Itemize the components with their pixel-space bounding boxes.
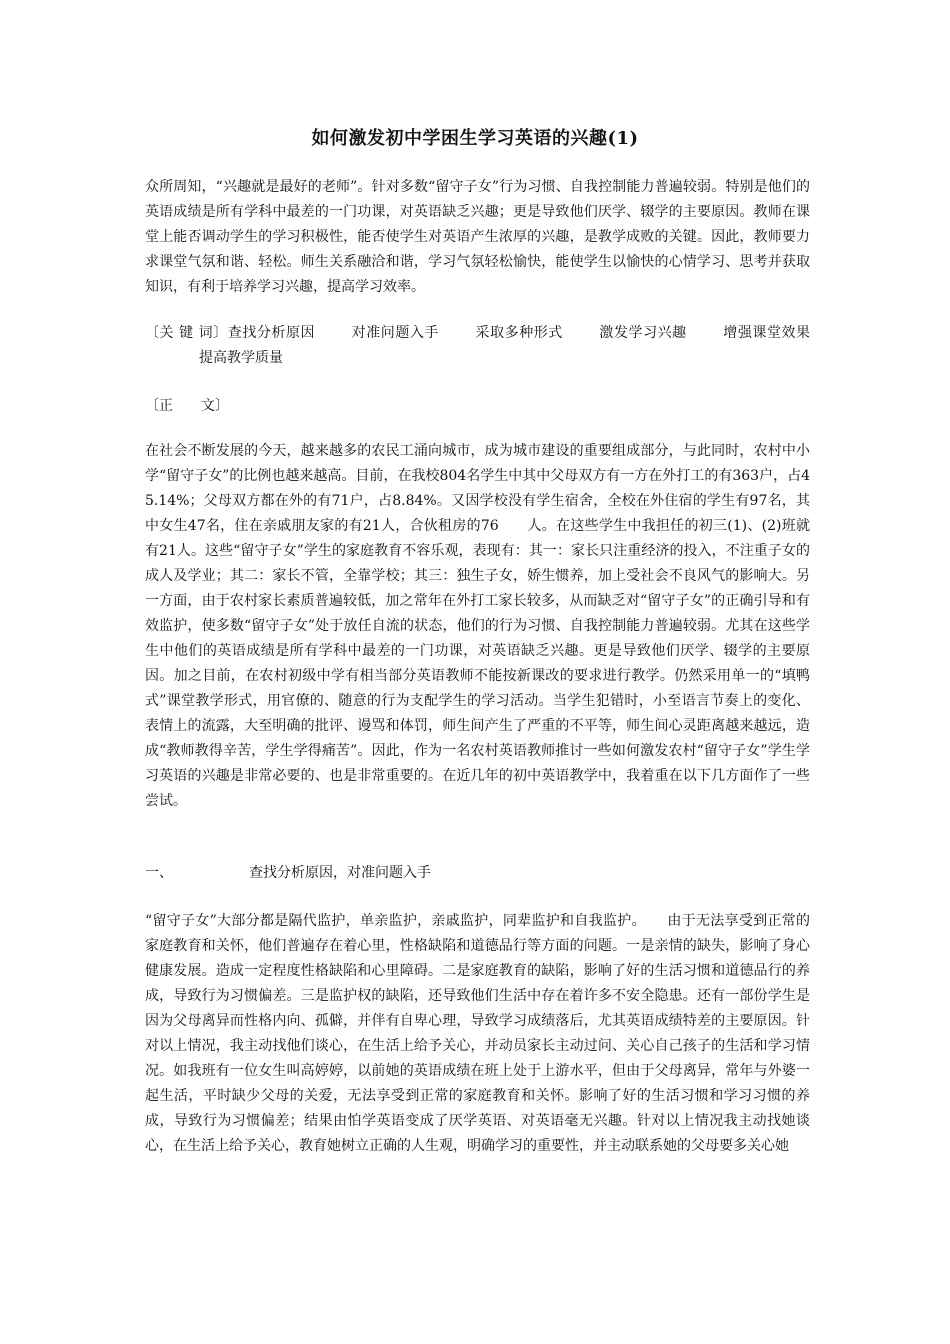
- keywords-line: [145, 321, 810, 371]
- keyword-item: 查找分析原因: [227, 325, 316, 341]
- section-label: 〔正 文〕: [145, 398, 229, 414]
- keyword-item: 提高教学质量: [199, 350, 283, 366]
- keyword-item: 激发学习兴趣: [598, 325, 687, 341]
- keyword-item: 采取多种形式: [474, 325, 563, 341]
- section-heading-text: 查找分析原因，对准问题入手: [249, 865, 431, 881]
- keyword-item: 对准问题入手: [351, 325, 439, 341]
- body-paragraph: “留守子女”大部分都是隔代监护，单亲监护，亲戚监护，同辈监护和自我监护。 由于无法享受到正常的家庭教育和关怀，他们普遍存在着心里，性格缺陷和道德品行等方面的问题。一是亲情的缺失，影响了身心健康发展。造成一定程度性格缺陷和心里障碍。二是家庭教育的缺陷，影响了好的生活习惯和道德品行的养成，导致行为习惯偏差。三是监护权的缺陷，还导致他们生活中存在着许多不安全隐患。还有一部份学生是因为父母离异而性格内向、孤僻，并伴有自卑心理，导致学习成绩落后，尤其英语成绩特差的主要原因。针对以上情况，我主动找他们谈心，在生活上给予关心，并动员家长主动过问、关心自己孩子的生活和学习情况。如我班有一位女生叫高婷婷，以前她的英语成绩在班上处于上游水平，但由于父母离异，常年与外婆一起生活，平时缺少父母的关爱，无法享受到正常的家庭教育和关怀。影响了好的生活习惯和学习习惯的养成，导致行为习惯偏差；结果由怕学英语变成了厌学英语、对英语毫无兴趣。针对以上情况我主动找她谈心，在生活上给予关心，教育她树立正确的人生观，明确学习的重要性，并主动联系她的父母要多关心她: [145, 913, 810, 1154]
- abstract-paragraph: 众所周知，“兴趣就是最好的老师”。针对多数“留守子女”行为习惯、自我控制能力普遍较弱。特别是他们的英语成绩是所有学科中最差的一门功课，对英语缺乏兴趣；更是导致他们厌学、辍学的主要原因。教师在课堂上能否调动学生的学习积极性，能否使学生对英语产生浓厚的兴趣，是教学成败的关键。因此，教师要力求课堂气氛和谐、轻松。师生关系融洽和谐，学习气氛轻松愉快，能使学生以愉快的心情学习、思考并获取知识，有利于培养学习兴趣，提高学习效率。: [145, 179, 810, 295]
- keyword-item: 增强课堂效果: [722, 325, 811, 341]
- section-heading: [145, 861, 810, 886]
- section-heading-number: 一、: [145, 865, 173, 881]
- keywords-label: 〔关 键 词〕: [145, 325, 228, 341]
- document-title: 如何激发初中学困生学习英语的兴趣(1): [311, 128, 639, 149]
- body-paragraph: 在社会不断发展的今天，越来越多的农民工涌向城市，成为城市建设的重要组成部分，与此同时，农村中小学“留守子女”的比例也越来越高。目前，在我校804名学生中其中父母双方有一方在外打工的有363户，占45.14%；父母双方都在外的有71户，占8.84%。又因学校没有学生宿舍，全校在外住宿的学生有97名，其中女生47名，住在亲戚朋友家的有21人，合伙租房的76 人。在这些学生中我担任的初三(1)、(2)班就有21人。这些“留守子女”学生的家庭教育不容乐观，表现有：其一：家长只注重经济的投入，不注重子女的成人及学业；其二：家长不管，全靠学校；其三：独生子女，娇生惯养，加上受社会不良风气的影响大。另一方面，由于农村家长素质普遍较低，加之常年在外打工家长较多，从而缺乏对“留守子女”的正确引导和有效监护，使多数“留守子女”处于放任自流的状态，他们的行为习惯、自我控制能力普遍较弱。尤其在这些学生中他们的英语成绩是所有学科中最差的一门功课，对英语缺乏兴趣。更是导致他们厌学、辍学的主要原因。加之目前，在农村初级中学有相当部分英语教师不能按新课改的要求进行教学。仍然采用单一的“填鸭式”课堂教学形式，用官僚的、随意的行为支配学生的学习活动。当学生犯错时，小至语言节奏上的变化、表情上的流露，大至明确的批评、谩骂和体罚，师生间产生了严重的不平等，师生间心灵距离越来越远，造成“教师教得辛苦，学生学得痛苦”。因此，作为一名农村英语教师推讨一些如何激发农村“留守子女”学生学习英语的兴趣是非常必要的、也是非常重要的。在近几年的初中英语教学中，我着重在以下几方面作了一些尝试。: [145, 443, 810, 809]
